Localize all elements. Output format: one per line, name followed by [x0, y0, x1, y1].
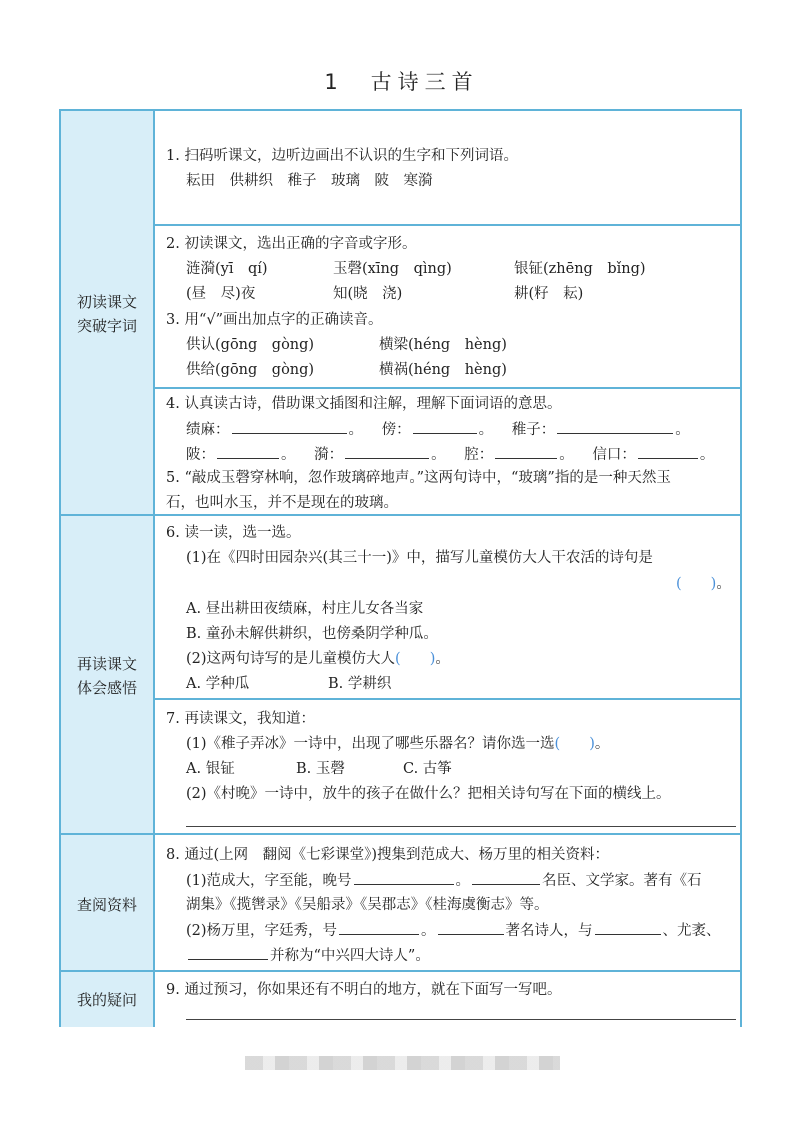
- question-5: 5. “敲成玉磬穿林响，忽作玻璃碎地声。”这两句诗中，“玻璃”指的是一种天然玉: [166, 470, 671, 486]
- section-divider: [61, 514, 742, 516]
- answer-blank[interactable]: [413, 419, 477, 434]
- answer-blank[interactable]: [438, 920, 504, 935]
- question-3: 3. 用“√”画出加点字的正确读音。: [166, 312, 383, 328]
- answer-blank[interactable]: [557, 419, 673, 434]
- section-label-second-read: 再读课文 体会感悟: [76, 655, 137, 697]
- q2-option[interactable]: 涟漪(yī qí): [186, 261, 268, 277]
- column-divider: [153, 111, 155, 1027]
- q4-term: 陂：: [186, 447, 215, 463]
- question-9: 9. 通过预习，你如果还有不明白的地方，就在下面写一写吧。: [166, 982, 562, 998]
- q4-row-2: 陂： 。 漪： 。 腔： 。 信口： 。: [186, 444, 714, 465]
- question-1-words: 耘田 供耕织 稚子 玻璃 陂 寒漪: [186, 173, 433, 189]
- answer-blank[interactable]: [495, 444, 557, 459]
- question-1: 1. 扫码听课文，边听边画出不认识的生字和下列词语。: [166, 148, 518, 164]
- q6-option-b[interactable]: B. 童孙未解供耕织，也傍桑阴学种瓜。: [186, 626, 438, 642]
- q2-option[interactable]: 知(晓 浇): [333, 286, 403, 302]
- q7-answer-1[interactable]: ( ): [554, 736, 595, 752]
- q4-term: 绩麻：: [186, 422, 230, 438]
- section-divider: [61, 833, 742, 835]
- row-divider: [155, 387, 742, 389]
- section-divider: [61, 970, 742, 972]
- q4-term: 傍：: [381, 422, 411, 438]
- answer-blank[interactable]: [339, 920, 419, 935]
- question-2: 2. 初读课文，选出正确的字音或字形。: [166, 236, 417, 252]
- q7-sub-2: (2)《村晚》一诗中，放牛的孩子在做什么？把相关诗句写在下面的横线上。: [186, 786, 671, 802]
- q6-sub-1: (1)在《四时田园杂兴(其三十一)》中，描写儿童模仿大人干农活的诗句是: [186, 550, 653, 566]
- answer-blank[interactable]: [472, 870, 540, 885]
- q3-option[interactable]: 供认(gōng gòng): [186, 337, 315, 353]
- q8-line-5: 并称为“中兴四大诗人”。: [186, 945, 430, 966]
- q4-term: 漪：: [314, 447, 344, 463]
- q2-option[interactable]: 耕(籽 耘): [514, 286, 584, 302]
- question-7: 7. 再读课文，我知道：: [166, 711, 315, 727]
- q8-line-4: (2)杨万里，字廷秀，号 。 著名诗人，与 、尤袤、: [186, 920, 721, 941]
- question-6: 6. 读一读，选一选。: [166, 525, 301, 541]
- section-label-questions: 我的疑问: [76, 991, 137, 1009]
- question-8: 8. 通过(上网 翻阅《七彩课堂》)搜集到范成大、杨万里的相关资料：: [166, 847, 610, 863]
- blurred-footer: [245, 1056, 560, 1070]
- q4-row-1: 绩麻： 。 傍： 。 稚子： 。: [186, 419, 690, 440]
- q6-sub-2: (2)这两句诗写的是儿童模仿大人( )。: [186, 651, 450, 667]
- q6-option-2b[interactable]: B. 学耕织: [328, 676, 392, 692]
- page-title: 1 古诗三首: [324, 70, 479, 94]
- q2-option[interactable]: (昼 尽)夜: [186, 286, 256, 302]
- answer-blank[interactable]: [354, 870, 454, 885]
- q4-term: 信口：: [592, 447, 636, 463]
- q3-option[interactable]: 横梁(héng hèng): [379, 337, 507, 353]
- q4-term: 稚子：: [511, 422, 556, 438]
- q6-answer-2[interactable]: ( ): [395, 651, 436, 667]
- q6-option-2a[interactable]: A. 学种瓜: [186, 676, 250, 692]
- q7-option-c[interactable]: C. 古筝: [403, 761, 452, 777]
- q2-option[interactable]: 玉磬(xīng qìng): [333, 261, 452, 277]
- q7-option-b[interactable]: B. 玉磬: [296, 761, 345, 777]
- q6-answer-1[interactable]: ( )。: [676, 576, 731, 592]
- answer-blank[interactable]: [638, 444, 698, 459]
- q7-sub-1: (1)《稚子弄冰》一诗中，出现了哪些乐器名？请你选一选( )。: [186, 736, 610, 752]
- answer-blank[interactable]: [188, 945, 268, 960]
- answer-line[interactable]: [186, 1019, 736, 1020]
- q4-term: 腔：: [464, 447, 494, 463]
- answer-blank[interactable]: [232, 419, 347, 434]
- answer-line[interactable]: [186, 826, 736, 827]
- answer-blank[interactable]: [217, 444, 279, 459]
- q6-option-a[interactable]: A. 昼出耕田夜绩麻，村庄儿女各当家: [186, 601, 424, 617]
- row-divider: [155, 698, 742, 700]
- section-label-research: 查阅资料: [76, 896, 137, 914]
- question-4: 4. 认真读古诗，借助课文插图和注解，理解下面词语的意思。: [166, 396, 562, 412]
- row-divider: [155, 224, 742, 226]
- q8-line-2: (1)范成大，字至能，晚号 。 名臣、文学家。著有《石: [186, 870, 702, 891]
- section-label-first-read: 初读课文 突破字词: [76, 293, 137, 335]
- q3-option[interactable]: 供给(gōng gòng): [186, 362, 315, 378]
- answer-blank[interactable]: [345, 444, 429, 459]
- answer-blank[interactable]: [595, 920, 661, 935]
- q7-option-a[interactable]: A. 银钲: [186, 761, 235, 777]
- question-5-cont: 石，也叫水玉，并不是现在的玻璃。: [166, 495, 398, 511]
- q3-option[interactable]: 横祸(héng hèng): [379, 362, 507, 378]
- q2-option[interactable]: 银钲(zhēng bǐng): [514, 261, 646, 277]
- q8-line-3: 湖集》《揽辔录》《吴船录》《吴郡志》《桂海虞衡志》等。: [186, 897, 549, 913]
